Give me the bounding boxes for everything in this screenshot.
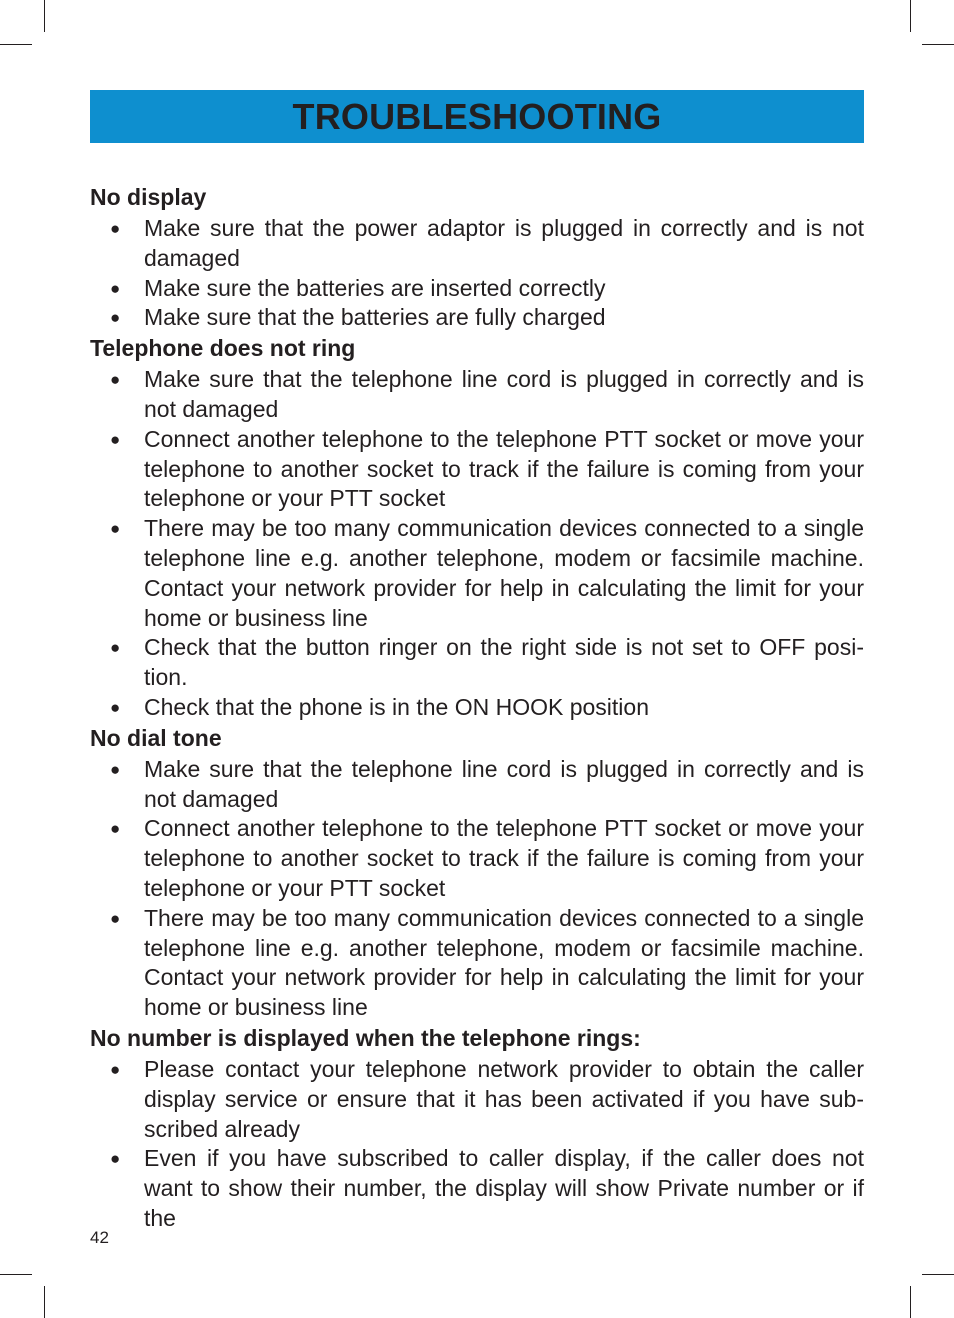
- bullet-dot-icon: ●: [110, 819, 121, 839]
- troubleshooting-section: [90, 333, 864, 723]
- bullet-list: [90, 755, 864, 1023]
- list-item-text: Connect another telephone to the telephone PTT socket or move your telephone to another socket to track if the failure is coming from your telephone or your PTT socket: [144, 815, 864, 901]
- section-heading: No dial tone: [90, 724, 222, 751]
- page-number: 42: [90, 1228, 109, 1247]
- bullet-list: [90, 365, 864, 723]
- bullet-dot-icon: ●: [110, 638, 121, 658]
- bullet-dot-icon: ●: [110, 429, 121, 449]
- list-item: [90, 274, 864, 304]
- list-item-text: Check that the button ringer on the right side is not set to OFF position.: [144, 634, 864, 691]
- list-item-text: Make sure that the telephone line cord is plugged in correctly and is not damaged: [144, 755, 864, 812]
- title-banner: [90, 90, 864, 143]
- list-item: [90, 633, 864, 693]
- list-item-text: Please contact your telephone network provider to obtain the caller display service or ensure that it has been activated if you have subscribed already: [144, 1055, 864, 1142]
- bullet-dot-icon: ●: [110, 1059, 121, 1079]
- list-item: [90, 814, 864, 903]
- troubleshooting-content: [90, 182, 864, 1234]
- list-item: [90, 1055, 864, 1144]
- troubleshooting-section: [90, 723, 864, 1023]
- list-item-text: Make sure that the power adaptor is plugged in correctly and is not damaged: [144, 215, 864, 271]
- crop-mark-top-left-vertical: [44, 0, 45, 32]
- section-heading: No display: [90, 184, 207, 210]
- troubleshooting-section: [90, 1023, 864, 1234]
- bullet-dot-icon: ●: [110, 370, 121, 390]
- list-item-text: There may be too many communication devices connected to a single telephone line e.g. another telephone, modem or facsimile machine. Contact your network provider for help in calculating the limit for your home or business line: [144, 515, 864, 631]
- bullet-dot-icon: ●: [110, 697, 121, 717]
- bullet-dot-icon: ●: [110, 908, 121, 928]
- bullet-dot-icon: ●: [110, 219, 121, 238]
- list-item: [90, 1144, 864, 1233]
- bullet-dot-icon: ●: [110, 308, 121, 328]
- bullet-list: [90, 214, 864, 333]
- list-item-text: Connect another telephone to the telephone PTT socket or move your telephone to another socket to track if the failure is coming from your telephone or your PTT socket: [144, 425, 864, 512]
- crop-mark-top-right-vertical: [910, 0, 911, 32]
- list-item: [90, 904, 864, 1023]
- crop-mark-bottom-right-horizontal: [922, 1274, 954, 1275]
- list-item-text: Make sure that the batteries are fully charged: [144, 304, 606, 331]
- list-item-text: Check that the phone is in the ON HOOK position: [144, 693, 649, 720]
- list-item-text: Make sure the batteries are inserted correctly: [144, 274, 606, 301]
- section-heading: No number is displayed when the telephone rings:: [90, 1024, 641, 1051]
- crop-mark-top-left-horizontal: [0, 44, 32, 45]
- list-item-text: There may be too many communication devices connected to a single telephone line e.g. another telephone, modem or facsimile machine. Contact your network provider for help in calculating the limit for your home or business line: [144, 904, 864, 1021]
- list-item: [90, 365, 864, 425]
- page-title: TROUBLESHOOTING: [292, 95, 662, 137]
- list-item: [90, 425, 864, 514]
- crop-mark-bottom-left-horizontal: [0, 1274, 32, 1275]
- list-item: [90, 214, 864, 274]
- bullet-dot-icon: ●: [110, 1149, 121, 1169]
- list-item: [90, 303, 864, 333]
- crop-mark-top-right-horizontal: [922, 44, 954, 45]
- crop-mark-bottom-right-vertical: [910, 1286, 911, 1318]
- list-item: [90, 755, 864, 815]
- section-heading: Telephone does not ring: [90, 335, 356, 362]
- bullet-dot-icon: ●: [110, 759, 121, 779]
- list-item: [90, 514, 864, 633]
- crop-mark-bottom-left-vertical: [44, 1286, 45, 1318]
- bullet-dot-icon: ●: [110, 519, 121, 539]
- troubleshooting-section: [90, 182, 864, 333]
- list-item-text: Make sure that the telephone line cord is plugged in correctly and is not damaged: [144, 366, 864, 422]
- list-item: [90, 693, 864, 723]
- list-item-text: Even if you have subscribed to caller display, if the caller does not want to show their number, the display will show Private number or if the: [144, 1145, 864, 1231]
- bullet-dot-icon: ●: [110, 278, 121, 298]
- bullet-list: [90, 1055, 864, 1234]
